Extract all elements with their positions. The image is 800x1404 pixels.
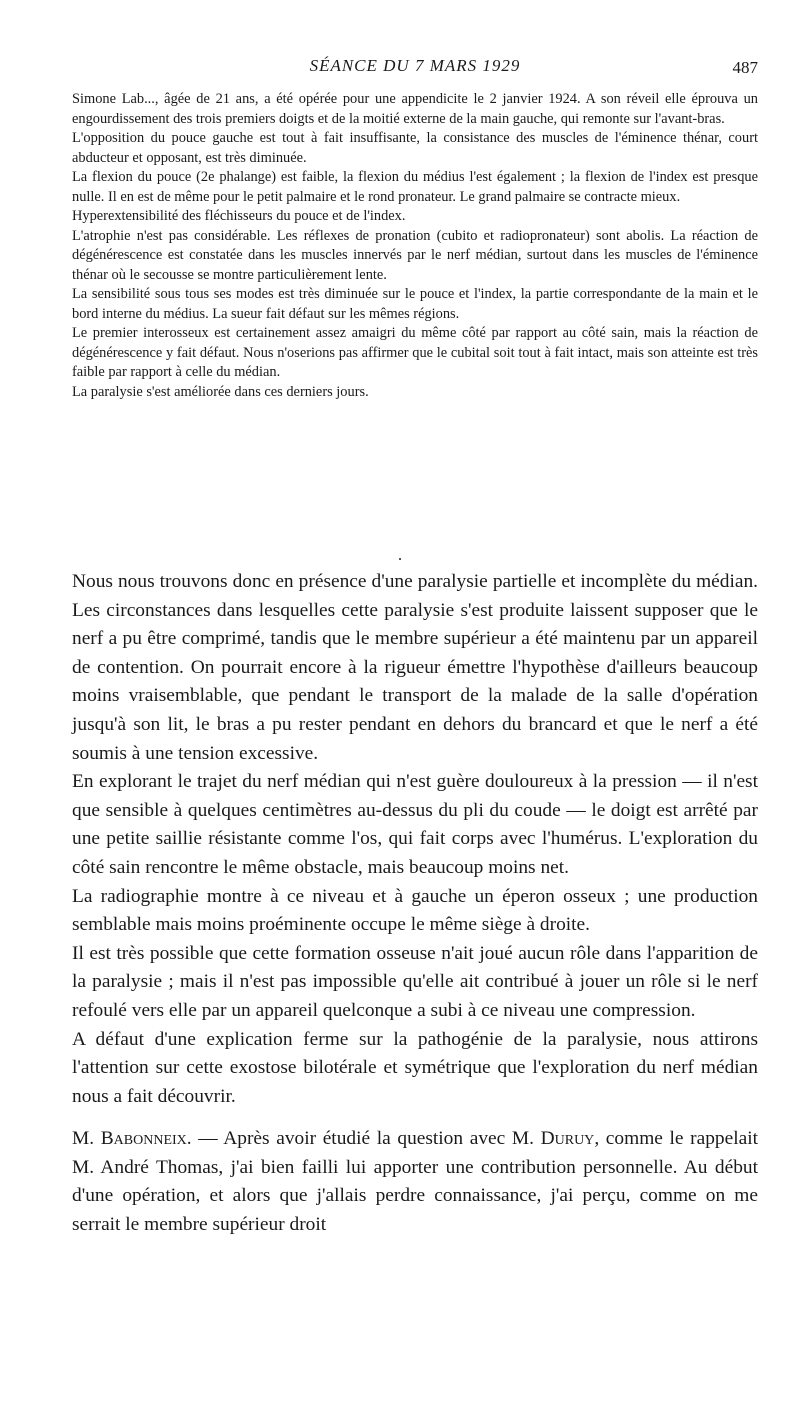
running-title: SÉANCE DU 7 MARS 1929 [309, 56, 521, 75]
case-paragraph: La flexion du pouce (2e phalange) est faible, la flexion du médius l'est également ; la flexion de l'index est presque nulle. Il en est de même pour le petit palmaire et le rond pronateur. Le grand palmaire se contracte mieux. [72, 169, 758, 205]
case-report [72, 90, 758, 402]
discussion-paragraph: A défaut d'une explication ferme sur la pathogénie de la paralysie, nous attirons l'attention sur cette exostose bilotérale et symétrique que l'exploration du nerf médian nous a fait découvrir. [72, 1028, 758, 1107]
case-paragraph: Hyperextensibilité des fléchisseurs du pouce et de l'index. [72, 208, 406, 224]
colleague-name: Duruy [540, 1128, 595, 1150]
discussion [72, 568, 758, 1240]
section-ornament: • [398, 555, 402, 564]
case-paragraph: Simone Lab..., âgée de 21 ans, a été opérée pour une appendicite le 2 janvier 1924. A son réveil elle éprouva un engourdissement des trois premiers doigts et de la moitié externe de la main gauche, qui remonte sur l'avant-bras. [72, 91, 758, 127]
page-number: 487 [732, 58, 758, 77]
case-paragraph: Le premier interosseux est certainement assez amaigri du même côté par rapport au côté sain, mais la réaction de dégénérescence y fait défaut. Nous n'oserions pas affirmer que le cubital soit tout à fait intact, mais son atteinte est très faible par rapport à celle du médian. [72, 325, 758, 380]
discussion-paragraph: En explorant le trajet du nerf médian qui n'est guère douloureux à la pression — il n'est que sensible à quelques centimètres au-dessus du pli du coude — le doigt est arrêté par une petite saillie résistante comme l'os, qui fait corps avec l'humérus. L'exploration du côté sain rencontre le même obstacle, mais beaucoup moins net. [72, 771, 758, 878]
intervention-prefix: M. [72, 1128, 101, 1150]
discussion-paragraph: Nous nous trouvons donc en présence d'une paralysie partielle et incomplète du médian. Les circonstances dans lesquelles cette paralysie s'est produite laissent supposer que le nerf a pu être comprimé, tandis que le membre supérieur a été maintenu par un appareil de contention. On pourrait encore à la rigueur émettre l'hypothèse d'ailleurs beaucoup moins vraisemblable, que pendant le transport de la malade de la salle d'opération jusqu'à son lit, le bras a pu rester pendant en dehors du brancard et que le nerf a été soumis à une tension excessive. [72, 571, 758, 764]
case-paragraph: L'atrophie n'est pas considérable. Les réflexes de pronation (cubito et radiopronateur) sont abolis. La réaction de dégénérescence est constatée dans les muscles innervés par le nerf médian, surtout dans les muscles de l'éminence thénar où le secousse se montre particulièrement lente. [72, 227, 758, 283]
discussion-paragraph: Il est très possible que cette formation osseuse n'ait joué aucun rôle dans l'apparition de la paralysie ; mais il n'est pas impossible qu'elle ait contribué à jouer un rôle si le nerf refoulé vers elle par un appareil quelconque a subi à ce niveau une compression. [72, 942, 758, 1021]
running-head [72, 56, 758, 82]
case-paragraph: L'opposition du pouce gauche est tout à fait insuffisante, la consistance des muscles de l'éminence thénar, court abducteur et opposant, est très diminuée. [72, 130, 758, 166]
intervention-text: , comme le rappelait M. André Thomas, j'ai bien failli lui apporter une contribution personnelle. Au début d'une opération, et alors que j'allais perdre connaissance, j'ai perçu, comme on me serrait le membre supérieur droit [72, 1128, 758, 1236]
intervention-middle: . — Après avoir étudié la question avec M. [186, 1128, 541, 1150]
case-paragraph: La paralysie s'est améliorée dans ces derniers jours. [72, 383, 369, 400]
discussion-paragraph: La radiographie montre à ce niveau et à gauche un éperon osseux ; une production semblable mais moins proéminente occupe le même siège à droite. [72, 885, 758, 936]
case-paragraph: La sensibilité sous tous ses modes est très diminuée sur le pouce et l'index, la partie correspondante de la main et le bord interne du médius. La sueur fait défaut sur les mêmes régions. [72, 286, 758, 322]
speaker-name: Babonneix [100, 1128, 187, 1150]
intervention-paragraph [72, 1125, 758, 1239]
